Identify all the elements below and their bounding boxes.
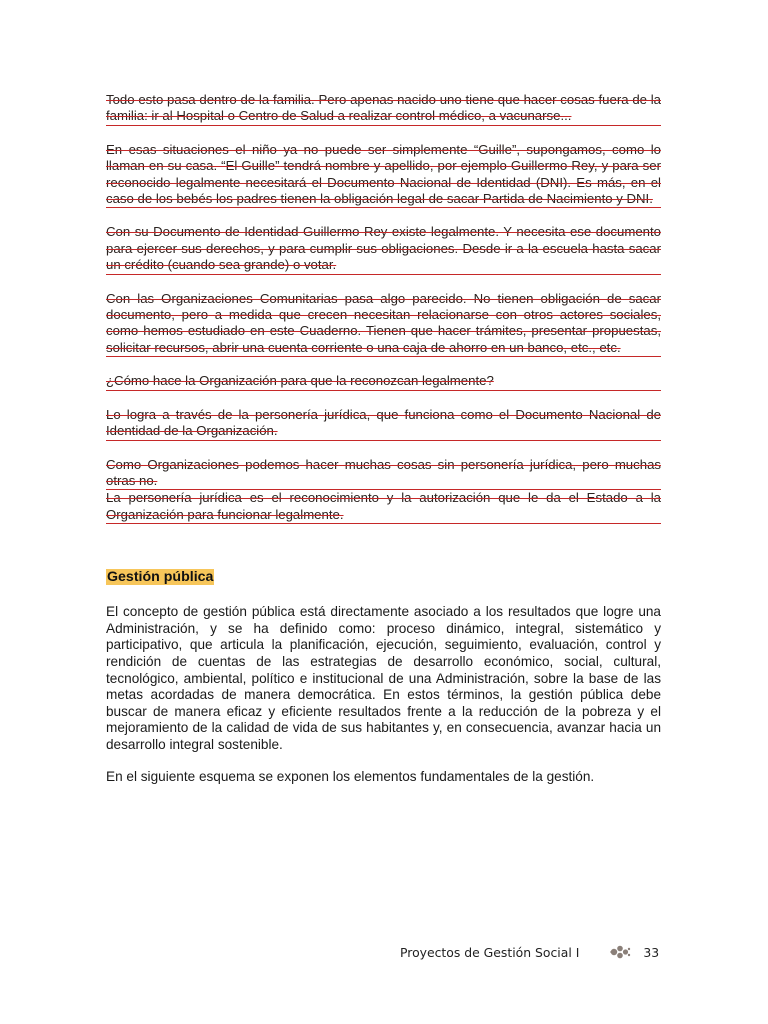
struck-paragraph-7: La personería jurídica es el reconocimiento y la autorización que le da el Estado a la Organización para funcionar legalmente. — [106, 490, 661, 524]
body-paragraph-2: En el siguiente esquema se exponen los elementos fundamentales de la gestión. — [106, 769, 595, 785]
struck-paragraph-4: Con las Organizaciones Comunitarias pasa algo parecido. No tienen obligación de sacar documento, pero a medida que crecen necesitan relacionarse con otros actores sociales, como hemos estudiado en este Cuaderno. Tienen que hacer trámites, presentar propuestas, solicitar recursos, abrir una cuenta corriente o una caja de ahorro en un banco, etc., etc. — [106, 291, 661, 358]
footer-title: Proyectos de Gestión Social I — [400, 944, 580, 960]
section-heading — [106, 568, 661, 586]
page-footer — [400, 942, 662, 962]
section-heading-highlight: Gestión pública — [107, 569, 214, 586]
page-content — [106, 92, 661, 786]
struck-paragraph-5: Lo logra a través de la personería jurídica, que funciona como el Documento Nacional de Identidad de la Organización. — [106, 407, 661, 441]
struck-paragraph-3: Con su Documento de Identidad Guillermo Rey existe legalmente. Y necesita ese documento para ejercer sus derechos, y para cumplir sus obligaciones. Desde ir a la escuela hasta sacar un crédito (cuando sea grande) o votar. — [106, 224, 661, 274]
publisher-logo-icon — [609, 944, 631, 960]
struck-paragraph-6: Como Organizaciones podemos hacer muchas cosas sin personería jurídica, pero muchas otras no. — [106, 457, 661, 491]
struck-question: ¿Cómo hace la Organización para que la reconozcan legalmente? — [106, 373, 661, 390]
struck-paragraph-2: En esas situaciones el niño ya no puede ser simplemente “Guille”, supongamos, como lo llaman en su casa. “El Guille” tendrá nombre y apellido, por ejemplo Guillermo Rey, y para ser reconocido legalmente necesitará el Documento Nacional de Identidad (DNI). Es más, en el caso de los bebés los padres tienen la obligación legal de sacar Partida de Nacimiento y DNI. — [106, 142, 661, 209]
page-number: 33 — [643, 944, 660, 960]
body-paragraph-1: El concepto de gestión pública está directamente asociado a los resultados que logre una Administración, y se ha definido como: proceso dinámico, integral, sistemático y participativo, que articula la planificación, ejecución, seguimiento, evaluación, control y rendición de cuentas de las estrategias de desarrollo económico, social, cultural, tecnológico, ambiental, político e institucional de una Administración, sobre la base de las metas acordadas de manera democrática. En estos términos, la gestión pública debe buscar de manera eficaz y eficiente resultados frente a la reducción de la pobreza y el mejoramiento de la calidad de vida de sus habitantes y, en consecuencia, avanzar hacia un desarrollo integral sostenible. — [106, 604, 661, 752]
struck-paragraph-1: Todo esto pasa dentro de la familia. Pero apenas nacido uno tiene que hacer cosas fuera de la familia: ir al Hospital o Centro de Salud a realizar control médico, a vacunarse... — [106, 92, 661, 126]
